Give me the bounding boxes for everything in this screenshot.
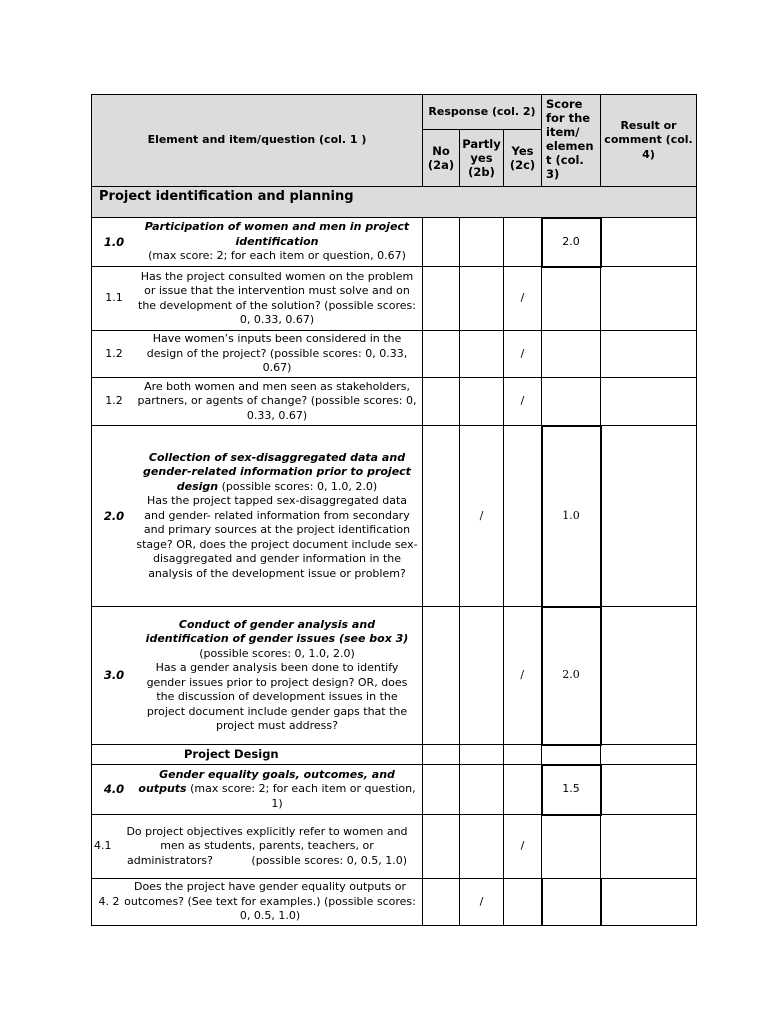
score-cell: 2.0 xyxy=(542,607,601,745)
item-note: (possible scores: 0, 1.0, 2.0) xyxy=(199,646,355,660)
item-question: Has the project tapped sex-disaggregated data and gender- related information from secondary and primary sources at the project identification stage? OR, does the project document include sex-disaggregated and gender information in the analysis of the development issue or problem? xyxy=(136,494,418,580)
item-question: Do project objectives explicitly refer to women and men as students, parents, teachers, or administrators? (possible scores: 0, 0.5, 1.0) xyxy=(126,824,436,867)
header-result: Result or comment (col. 4) xyxy=(601,95,697,187)
score-cell: 1.5 xyxy=(542,765,601,815)
yes-mark: / xyxy=(504,815,542,879)
partly-mark: / xyxy=(460,879,504,926)
item-number: 1.1 xyxy=(105,291,123,305)
item-note: (max score: 2; for each item or question, 1) xyxy=(190,782,416,810)
header-partly: Partly yes (2b) xyxy=(460,130,504,187)
item-number: 4.1 xyxy=(94,839,112,853)
section-row xyxy=(92,187,697,218)
header-score: Score for the item/ elemen t (col. 3) xyxy=(542,95,601,187)
table-row xyxy=(92,607,697,745)
item-question: Has the project consulted women on the problem or issue that the intervention must solve and on the development of the solution? (possible scores: 0, 0.33, 0.67) xyxy=(138,269,416,326)
header-row-1 xyxy=(92,95,697,130)
item-number: 3.0 xyxy=(103,668,125,683)
item-number: 1.0 xyxy=(103,234,125,249)
header-col1: Element and item/question (col. 1 ) xyxy=(92,95,423,187)
yes-mark: / xyxy=(504,267,542,331)
gender-checklist-table xyxy=(91,94,697,926)
header-response: Response (col. 2) xyxy=(423,95,542,130)
table-row xyxy=(92,426,697,607)
item-question: Have women’s inputs been considered in the design of the project? (possible scores: 0, 0.33, 0.67) xyxy=(146,332,408,375)
item-question: Are both women and men seen as stakeholders, partners, or agents of change? (possible scores: 0, 0.33, 0.67) xyxy=(137,379,417,422)
section-title: Project identification and planning xyxy=(99,189,354,204)
item-number: 1.2 xyxy=(105,346,123,360)
item-note: (possible scores: 0, 1.0, 2.0) xyxy=(221,479,378,493)
item-question: Does the project have gender equality outputs or outcomes? (See text for examples.) (possible scores: 0, 0.5, 1.0) xyxy=(124,880,416,923)
score-cell: 2.0 xyxy=(542,218,601,267)
header-no: No (2a) xyxy=(423,130,460,187)
item-title: Participation of women and men in project identification xyxy=(144,220,410,248)
table-row xyxy=(92,267,697,331)
item-number: 1.2 xyxy=(105,394,123,408)
partly-mark: / xyxy=(460,426,504,607)
yes-mark: / xyxy=(504,378,542,426)
table-row xyxy=(92,815,697,879)
table-row xyxy=(92,765,697,815)
header-yes: Yes (2c) xyxy=(504,130,542,187)
table-row xyxy=(92,218,697,267)
item-title: Conduct of gender analysis and identification of gender issues (see box 3) xyxy=(145,617,409,645)
item-question: Has a gender analysis been done to identify gender issues prior to project design? OR, does the discussion of development issues in the project document include gender gaps that the project must address? xyxy=(146,661,408,732)
table-row xyxy=(92,378,697,426)
section-title: Project Design xyxy=(184,746,279,761)
item-title: Collection of sex-disaggregated data and gender-related information prior to project design xyxy=(143,450,411,493)
section-row xyxy=(92,745,697,765)
item-note: (max score: 2; for each item or question, 0.67) xyxy=(148,249,406,263)
table-row xyxy=(92,331,697,378)
item-number: 2.0 xyxy=(103,508,125,523)
yes-mark: / xyxy=(504,331,542,378)
yes-mark: / xyxy=(504,607,542,745)
table-row xyxy=(92,879,697,926)
score-cell: 1.0 xyxy=(542,426,601,607)
item-number: 4.0 xyxy=(103,782,125,797)
item-title: Gender equality goals, outcomes, and outputs xyxy=(138,767,395,796)
item-number: 4. 2 xyxy=(98,894,120,908)
